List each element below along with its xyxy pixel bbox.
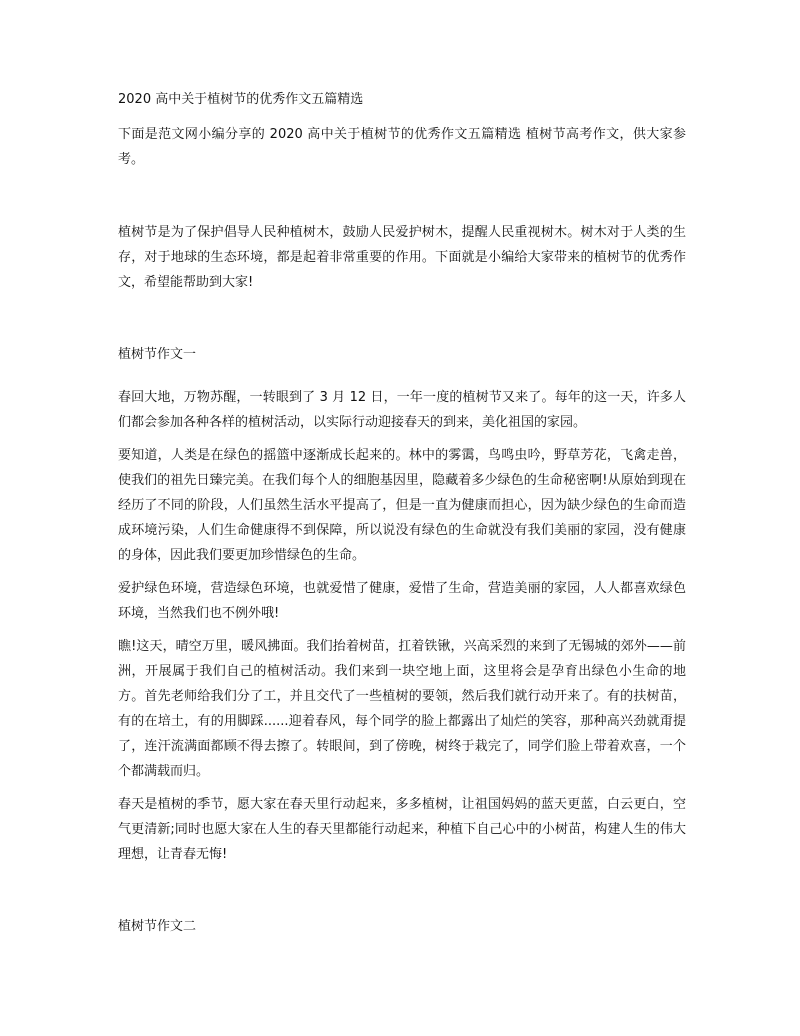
section-1-paragraph-2: 要知道，人类是在绿色的摇篮中逐渐成长起来的。林中的雾霭，鸟鸣虫吟，野草芳花，飞禽走兽，使我们的祖先日臻完美。在我们每个人的细胞基因里，隐藏着多少绿色的生命秘密啊!从原始到现在经历了不同的阶段，人们虽然生活水平提高了，但是一直为健康而担心，因为缺少绿色的生命而造成环境污染，人们生命健康得不到保障，所以说没有绿色的生命就没有我们美丽的家园，没有健康的身体，因此我们要更加珍惜绿色的生命。 xyxy=(118,448,686,563)
spacer xyxy=(118,172,686,220)
document-page xyxy=(118,88,686,939)
intro-paragraph: 下面是范文网小编分享的 2020 高中关于植树节的优秀作文五篇精选 植树节高考作文，供大家参考。 xyxy=(118,127,686,167)
spacer xyxy=(118,626,686,634)
preface-paragraph: 植树节是为了保护倡导人民种植树木，鼓励人民爱护树木，提醒人民重视树木。树木对于人类的生存，对于地球的生态环境，都是起着非常重要的作用。下面就是小编给大家带来的植树节的优秀作文，希望能帮助到大家! xyxy=(118,225,686,290)
section-1-paragraph-1: 春回大地，万物苏醒，一转眼到了 3 月 12 日，一年一度的植树节又来了。每年的这一天，许多人们都会参加各种各样的植树活动，以实际行动迎接春天的到来，美化祖国的家园。 xyxy=(118,390,686,430)
spacer xyxy=(118,367,686,385)
document-title: 2020 高中关于植树节的优秀作文五篇精选 xyxy=(118,92,364,107)
section-1-paragraph-4: 瞧!这天，晴空万里，暖风拂面。我们抬着树苗，扛着铁锹，兴高采烈的来到了无锡城的郊外——前洲，开展属于我们自己的植树活动。我们来到一块空地上面，这里将会是孕育出绿色小生命的地方。首先老师给我们分了工，并且交代了一些植树的要领，然后我们就行动开来了。有的扶树苗，有的在培土，有的用脚踩......迎着春风，每个同学的脸上都露出了灿烂的笑容，那种高兴劲就甭提了，连汗流满面都顾不得去擦了。转眼间，到了傍晚，树终于栽完了，同学们脸上带着欢喜，一个个都满载而归。 xyxy=(118,639,686,779)
spacer xyxy=(118,568,686,576)
spacer xyxy=(118,295,686,343)
spacer xyxy=(118,435,686,443)
section-heading-1: 植树节作文一 xyxy=(118,347,197,362)
section-heading-2: 植树节作文二 xyxy=(118,919,197,934)
section-1-paragraph-3: 爱护绿色环境，营造绿色环境，也就爱惜了健康，爱惜了生命，营造美丽的家园，人人都喜欢绿色环境，当然我们也不例外哦! xyxy=(118,581,686,621)
spacer xyxy=(118,867,686,915)
section-1-paragraph-5: 春天是植树的季节，愿大家在春天里行动起来，多多植树，让祖国妈妈的蓝天更蓝，白云更白，空气更清新;同时也愿大家在人生的春天里都能行动起来，种植下自己心中的小树苗，构建人生的伟大理想，让青春无悔! xyxy=(118,797,686,862)
spacer xyxy=(118,784,686,792)
